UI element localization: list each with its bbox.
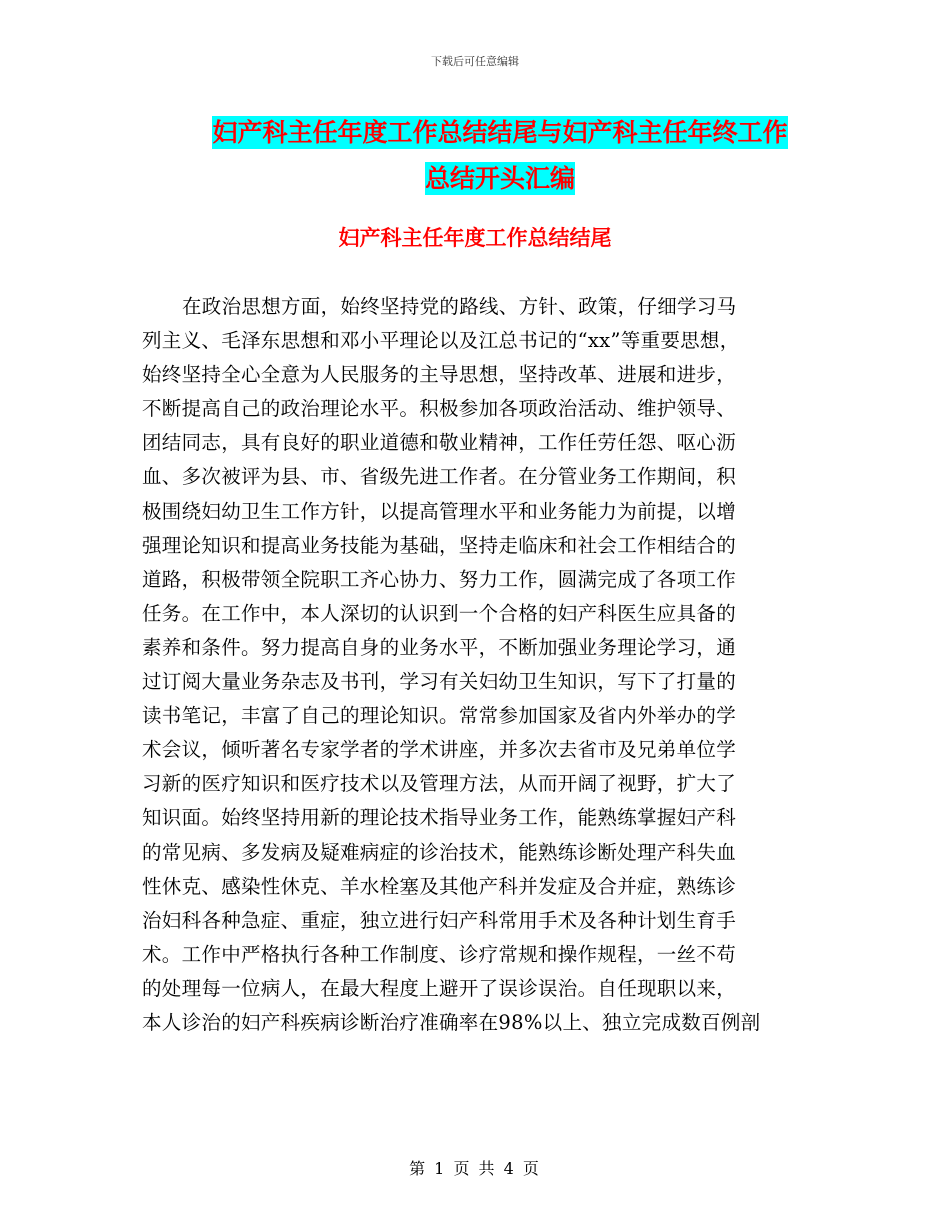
body-line: 治妇科各种急症、重症，独立进行妇产科常用手术及各种计划生育手 bbox=[142, 908, 737, 932]
title-line-1 bbox=[190, 110, 810, 156]
body-line: 性休克、感染性休克、羊水栓塞及其他产科并发症及合并症，熟练诊 bbox=[142, 874, 737, 898]
body-line: 极围绕妇幼卫生工作方针，以提高管理水平和业务能力为前提，以增 bbox=[142, 499, 737, 523]
body-line: 素养和条件。努力提高自身的业务水平，不断加强业务理论学习，通 bbox=[142, 635, 737, 659]
document-title bbox=[190, 110, 810, 202]
body-line: 任务。在工作中，本人深切的认识到一个合格的妇产科医生应具备的 bbox=[142, 601, 737, 625]
body-line: 强理论知识和提高业务技能为基础，坚持走临床和社会工作相结合的 bbox=[142, 533, 737, 557]
body-line: 的处理每一位病人，在最大程度上避开了误诊误治。自任现职以来， bbox=[142, 976, 737, 1000]
page-footer: 第 1 页 共 4 页 bbox=[409, 1159, 541, 1178]
body-text bbox=[142, 290, 802, 1040]
body-line: 始终坚持全心全意为人民服务的主导思想，坚持改革、进展和进步， bbox=[142, 363, 737, 387]
title-line-2-text: 总结开头汇编 bbox=[424, 164, 575, 193]
section-heading: 妇产科主任年度工作总结结尾 bbox=[338, 226, 612, 250]
body-line: 习新的医疗知识和医疗技术以及管理方法，从而开阔了视野，扩大了 bbox=[142, 772, 737, 796]
body-line: 血、多次被评为县、市、省级先进工作者。在分管业务工作期间，积 bbox=[142, 465, 737, 489]
title-line-1-text: 妇产科主任年度工作总结结尾与妇产科主任年终工作 bbox=[212, 118, 788, 147]
body-line: 本人诊治的妇产科疾病诊断治疗准确率在98%以上、独立完成数百例剖 bbox=[142, 1010, 761, 1034]
title-line-2 bbox=[190, 156, 810, 202]
body-line: 知识面。始终坚持用新的理论技术指导业务工作，能熟练掌握妇产科 bbox=[142, 806, 737, 830]
body-line: 的常见病、多发病及疑难病症的诊治技术，能熟练诊断处理产科失血 bbox=[142, 840, 737, 864]
body-line: 团结同志，具有良好的职业道德和敬业精神，工作任劳任怨、呕心沥 bbox=[142, 431, 737, 455]
body-line: 道路，积极带领全院职工齐心协力、努力工作，圆满完成了各项工作 bbox=[142, 567, 737, 591]
body-line: 在政治思想方面，始终坚持党的路线、方针、政策，仔细学习马 bbox=[182, 295, 737, 318]
body-line: 过订阅大量业务杂志及书刊，学习有关妇幼卫生知识，写下了打量的 bbox=[142, 670, 737, 694]
body-line: 不断提高自己的政治理论水平。积极参加各项政治活动、维护领导、 bbox=[142, 397, 737, 421]
body-line: 术会议，倾听著名专家学者的学术讲座，并多次去省市及兄弟单位学 bbox=[142, 738, 737, 762]
body-line: 术。工作中严格执行各种工作制度、诊疗常规和操作规程，一丝不苟 bbox=[142, 942, 737, 966]
body-line: 列主义、毛泽东思想和邓小平理论以及江总书记的“xx”等重要思想， bbox=[142, 329, 740, 353]
body-line: 读书笔记，丰富了自己的理论知识。常常参加国家及省内外举办的学 bbox=[142, 704, 737, 728]
header-note: 下载后可任意编辑 bbox=[431, 55, 519, 68]
